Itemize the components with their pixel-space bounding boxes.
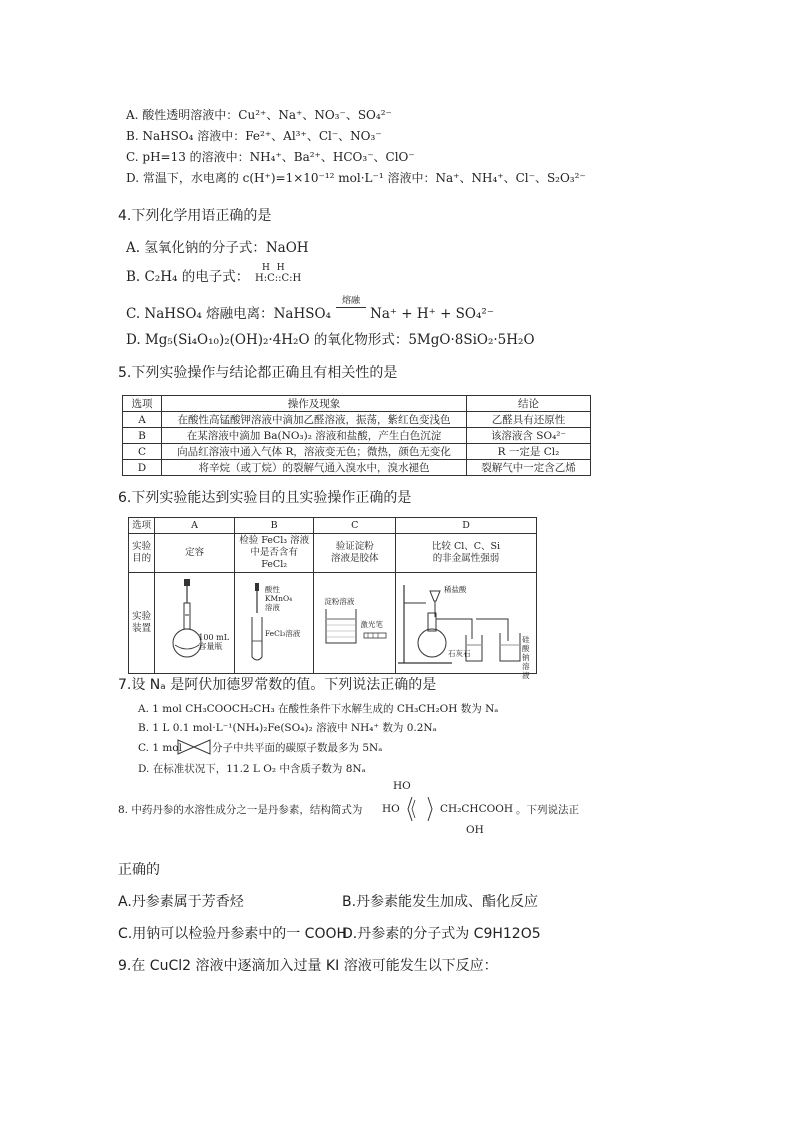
q6-purpose-c: 验证淀粉 溶液是胶体 <box>314 534 396 573</box>
bicyclic-structure-icon <box>176 738 212 756</box>
q6-stem: 6.下列实验能达到实验目的且实验操作正确的是 <box>118 490 412 506</box>
q8-struct-oh: OH <box>466 824 484 836</box>
q5-cell: R 一定是 Cl₂ <box>467 444 591 460</box>
q4-stem: 4.下列化学用语正确的是 <box>118 208 272 224</box>
q7-option-b: B. 1 L 0.1 mol·L⁻¹(NH₄)₂Fe(SO₄)₂ 溶液中 NH₄⁺ 数为 0.2Nₐ <box>138 722 437 734</box>
q5-cell: 该溶液含 SO₄²⁻ <box>467 428 591 444</box>
q6-device-c <box>314 573 396 674</box>
q6-label-laser: 激光笔 <box>360 620 383 629</box>
q6-purpose-head: 实验 目的 <box>129 534 155 573</box>
q7-option-c-suffix: 分子中共平面的碳原子数最多为 5Nₐ <box>212 742 383 754</box>
q5-header-option: 选项 <box>123 396 162 412</box>
q5-header-conclusion: 结论 <box>467 396 591 412</box>
q6-purpose-d: 比较 Cl、C、Si 的非金属性强弱 <box>396 534 537 573</box>
q7-option-c-prefix: C. 1 mol <box>138 742 182 754</box>
q5-cell: D <box>123 460 162 476</box>
table-row <box>123 444 591 460</box>
q6-device-a <box>155 573 235 674</box>
q4-option-b <box>126 268 249 286</box>
q6-device-b <box>234 573 314 674</box>
q5-cell: A <box>123 412 162 428</box>
q7-option-a: A. 1 mol CH₃COOCH₂CH₃ 在酸性条件下水解生成的 CH₃CH₂OH 数为 Nₐ <box>138 703 499 715</box>
benzene-ring-icon <box>404 795 436 823</box>
q6-header-row <box>129 518 537 534</box>
q3-option-c: C. pH=13 的溶液中：NH₄⁺、Ba²⁺、HCO₃⁻、ClO⁻ <box>126 150 415 164</box>
q8-struct-chain: CH₂CHCOOH <box>440 803 513 815</box>
q6-table <box>128 517 537 680</box>
q6-label-fecl3: FeCl₃溶液 <box>264 629 301 638</box>
q8-option-c: C.用钠可以检验丹参素中的一 COOH <box>118 926 348 942</box>
q5-cell: 乙醛具有还原性 <box>467 412 591 428</box>
q6-label-starch: 淀粉溶液 <box>324 597 355 606</box>
q4-option-d: D. Mg₅(Si₄O₁₀)₂(OH)₂·4H₂O 的氧化物形式：5MgO·8SiO₂·5H₂O <box>126 332 535 348</box>
q4-b-electron-top: H H <box>262 263 287 273</box>
q8-struct-ho-top: HO <box>393 780 411 792</box>
q6-col-head: 选项 <box>129 518 155 534</box>
q4-c-arrow <box>336 307 366 308</box>
table-row <box>123 428 591 444</box>
q8-stem: 8. 中药丹参的水溶性成分之一是丹参素，结构简式为 <box>118 804 363 816</box>
q4-option-c <box>126 305 331 323</box>
q8-stem-cont: 正确的 <box>118 862 160 878</box>
q5-cell: 在酸性高锰酸钾溶液中滴加乙醛溶液，振荡，紫红色变浅色 <box>162 412 467 428</box>
q7-stem: 7.设 Nₐ 是阿伏加德罗常数的值。下列说法正确的是 <box>118 677 437 693</box>
q6-label-flask: 100 mL 容量瓶 <box>198 633 230 651</box>
q8-option-a: A.丹参素属于芳香烃 <box>118 894 244 910</box>
q8-option-b: B.丹参素能发生加成、酯化反应 <box>342 894 539 910</box>
q7-option-d: D. 在标准状况下，11.2 L O₂ 中含质子数为 8Nₐ <box>138 763 366 775</box>
q6-label-lime: 石灰石 <box>448 649 471 658</box>
q5-cell: 向品红溶液中通入气体 R，溶液变无色；微热，颜色无变化 <box>162 444 467 460</box>
q6-label-kmno4: 酸性 KMnO₄ 溶液 <box>264 585 293 612</box>
q4-c-condition: 熔融 <box>342 296 361 306</box>
q3-option-d: D. 常温下，水电离的 c(H⁺)=1×10⁻¹² mol·L⁻¹ 溶液中：Na⁺、NH₄⁺、Cl⁻、S₂O₃²⁻ <box>126 171 586 185</box>
table-row <box>123 412 591 428</box>
q5-cell: B <box>123 428 162 444</box>
q6-col-d: D <box>396 518 537 534</box>
q4-b-electron-bottom: H:C::C:H <box>255 273 302 284</box>
volumetric-flask-icon <box>157 573 233 669</box>
q6-purpose-b: 检验 FeCl₃ 溶液 中是否含有 FeCl₂ <box>234 534 314 573</box>
q5-cell: 裂解气中一定含乙烯 <box>467 460 591 476</box>
q5-header-row <box>123 396 591 412</box>
q6-device-d <box>396 573 537 680</box>
q5-table <box>122 395 591 476</box>
q4-c-products: Na⁺ + H⁺ + SO₄²⁻ <box>370 306 494 322</box>
q8-struct-ho-left: HO <box>382 803 400 815</box>
q6-purpose-row <box>129 534 537 573</box>
q5-cell: 在某溶液中滴加 Ba(NO₃)₂ 溶液和盐酸，产生白色沉淀 <box>162 428 467 444</box>
q6-col-a: A <box>155 518 235 534</box>
q5-cell: 将辛烷（或丁烷）的裂解气通入溴水中，溴水褪色 <box>162 460 467 476</box>
q8-option-d: D.丹参素的分子式为 C9H12O5 <box>342 926 541 942</box>
q3-option-b: B. NaHSO₄ 溶液中：Fe²⁺、Al³⁺、Cl⁻、NO₃⁻ <box>126 129 382 143</box>
q6-label-silicate: 硅酸钠 溶液 <box>522 635 530 680</box>
q6-col-b: B <box>234 518 314 534</box>
table-row <box>123 460 591 476</box>
q5-header-operation: 操作及现象 <box>162 396 467 412</box>
q6-device-head: 实验 装置 <box>129 573 155 674</box>
q6-col-c: C <box>314 518 396 534</box>
q6-purpose-a: 定容 <box>155 534 235 573</box>
q6-label-acid: 稀盐酸 <box>444 585 467 594</box>
q4-option-a: A. 氢氧化钠的分子式：NaOH <box>126 240 309 256</box>
q8-stem-end: 。下列说法正 <box>516 804 579 816</box>
q4-option-c-prefix: C. NaHSO₄ 熔融电离：NaHSO₄ <box>126 306 331 322</box>
q5-cell: C <box>123 444 162 460</box>
q6-device-row <box>129 573 537 674</box>
q5-stem: 5.下列实验操作与结论都正确且有相关性的是 <box>118 365 398 381</box>
q4-option-b-prefix: B. C₂H₄ 的电子式： <box>126 269 250 285</box>
q9-stem: 9.在 CuCl2 溶液中逐滴加入过量 KI 溶液可能发生以下反应： <box>118 958 498 974</box>
q3-option-a: A. 酸性透明溶液中：Cu²⁺、Na⁺、NO₃⁻、SO₄²⁻ <box>126 108 392 122</box>
